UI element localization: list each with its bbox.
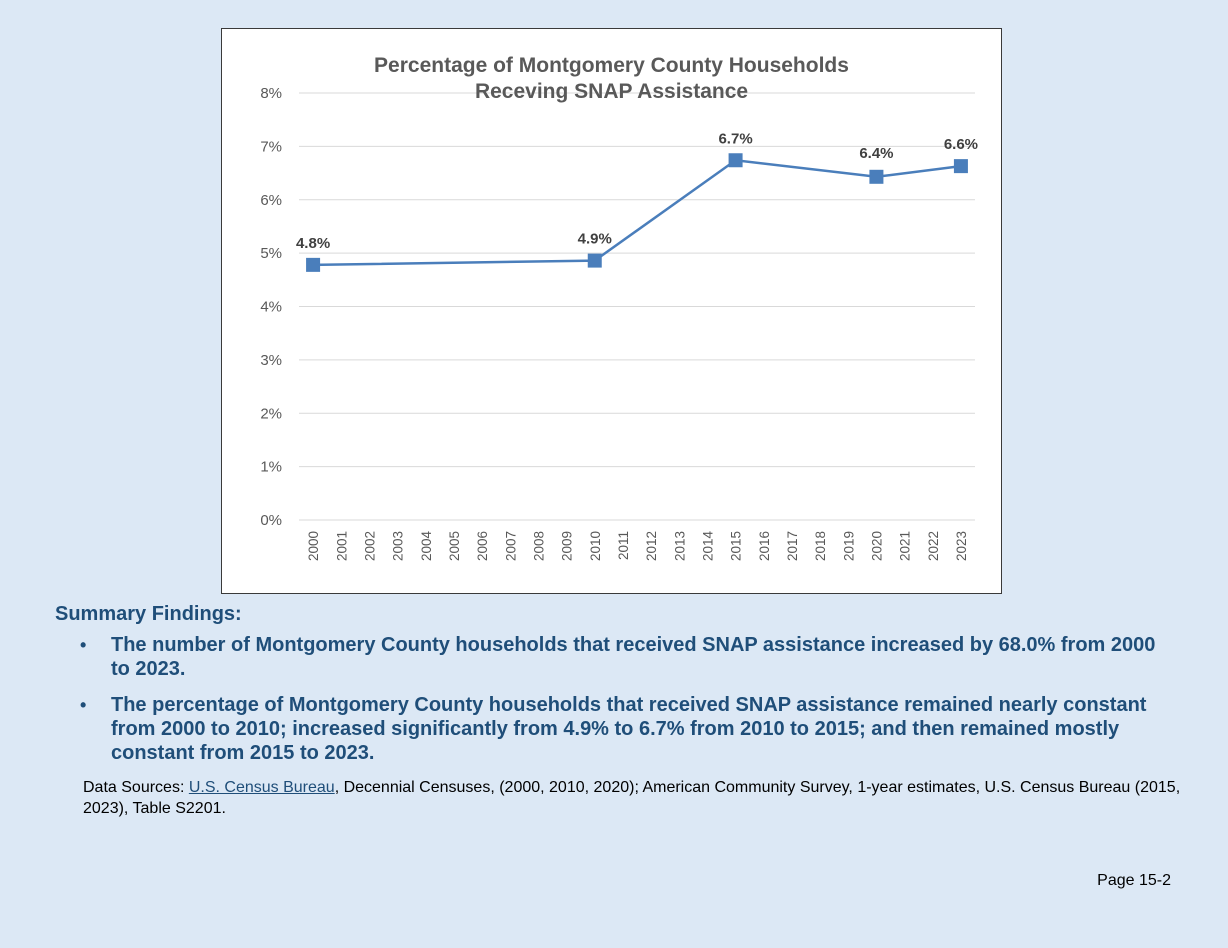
series-line (313, 160, 961, 265)
x-tick-label: 2008 (531, 531, 547, 562)
data-point-marker (729, 153, 743, 167)
x-tick-label: 2000 (306, 531, 322, 562)
data-point-marker (954, 159, 968, 173)
x-tick-label: 2006 (475, 531, 491, 562)
finding-item (80, 633, 1160, 681)
data-point-marker (869, 170, 883, 184)
x-tick-label: 2019 (841, 531, 857, 562)
finding-item (80, 693, 1160, 765)
data-point-marker (588, 254, 602, 268)
y-tick-label: 2% (260, 405, 282, 423)
x-tick-label: 2009 (559, 531, 575, 562)
data-label: 4.8% (295, 234, 331, 252)
findings-list (80, 633, 1160, 777)
data-label: 4.9% (577, 230, 612, 248)
x-tick-label: 2021 (897, 531, 913, 562)
y-tick-label: 4% (260, 298, 282, 316)
chart-title-line-2: Receving SNAP Assistance (474, 80, 749, 103)
x-tick-label: 2003 (390, 531, 406, 562)
line-chart (222, 29, 1003, 595)
data-label: 6.7% (718, 130, 753, 148)
x-tick-label: 2014 (700, 531, 716, 562)
y-tick-label: 3% (260, 351, 282, 369)
data-label: 6.4% (859, 144, 894, 162)
x-tick-label: 2022 (925, 531, 941, 562)
x-tick-label: 2002 (362, 531, 378, 562)
y-tick-label: 5% (260, 245, 282, 263)
bullet-icon: • (80, 635, 87, 655)
chart-title (222, 53, 1001, 105)
bullet-icon: • (80, 695, 87, 715)
x-tick-label: 2020 (869, 531, 885, 562)
summary-heading: Summary Findings: (55, 603, 242, 625)
finding-text: The number of Montgomery County households that received SNAP assistance increased by 68.0% from 2000 to 2023. (111, 634, 1156, 680)
x-tick-label: 2001 (334, 531, 350, 562)
x-tick-label: 2010 (587, 531, 603, 562)
x-tick-label: 2023 (953, 531, 969, 562)
data-point-marker (306, 258, 320, 272)
x-tick-label: 2007 (503, 531, 519, 562)
x-tick-label: 2016 (756, 531, 772, 562)
y-tick-label: 8% (260, 85, 282, 102)
y-tick-label: 6% (260, 191, 282, 209)
data-label: 6.6% (943, 136, 979, 154)
x-tick-label: 2018 (813, 531, 829, 562)
y-tick-label: 7% (260, 138, 282, 156)
chart-container (221, 28, 1002, 594)
y-tick-label: 1% (260, 458, 282, 476)
chart-title-line-1: Percentage of Montgomery County Households (374, 54, 849, 77)
data-sources (83, 777, 1183, 819)
sources-text: , Decennial Censuses, (2000, 2010, 2020); American Community Survey, 1-year estimates, U.S. Census Bureau (2015, 2023), Table S2201. (83, 779, 1181, 817)
y-tick-label: 0% (260, 512, 282, 529)
x-tick-label: 2017 (784, 531, 800, 562)
x-tick-label: 2004 (418, 531, 434, 562)
finding-text: The percentage of Montgomery County households that received SNAP assistance remained nearly constant from 2000 to 2010; increased significantly from 4.9% to 6.7% from 2010 to 2015; and then remained mostly constant from 2015 to 2023. (111, 694, 1147, 764)
x-tick-label: 2011 (615, 531, 631, 561)
x-tick-label: 2005 (446, 531, 462, 562)
page-number: Page 15-2 (1097, 872, 1171, 889)
x-tick-label: 2015 (728, 531, 744, 562)
x-tick-label: 2012 (644, 531, 660, 562)
census-bureau-link[interactable]: U.S. Census Bureau (188, 779, 335, 796)
sources-prefix: Data Sources: (83, 779, 189, 796)
x-tick-label: 2013 (672, 531, 688, 562)
